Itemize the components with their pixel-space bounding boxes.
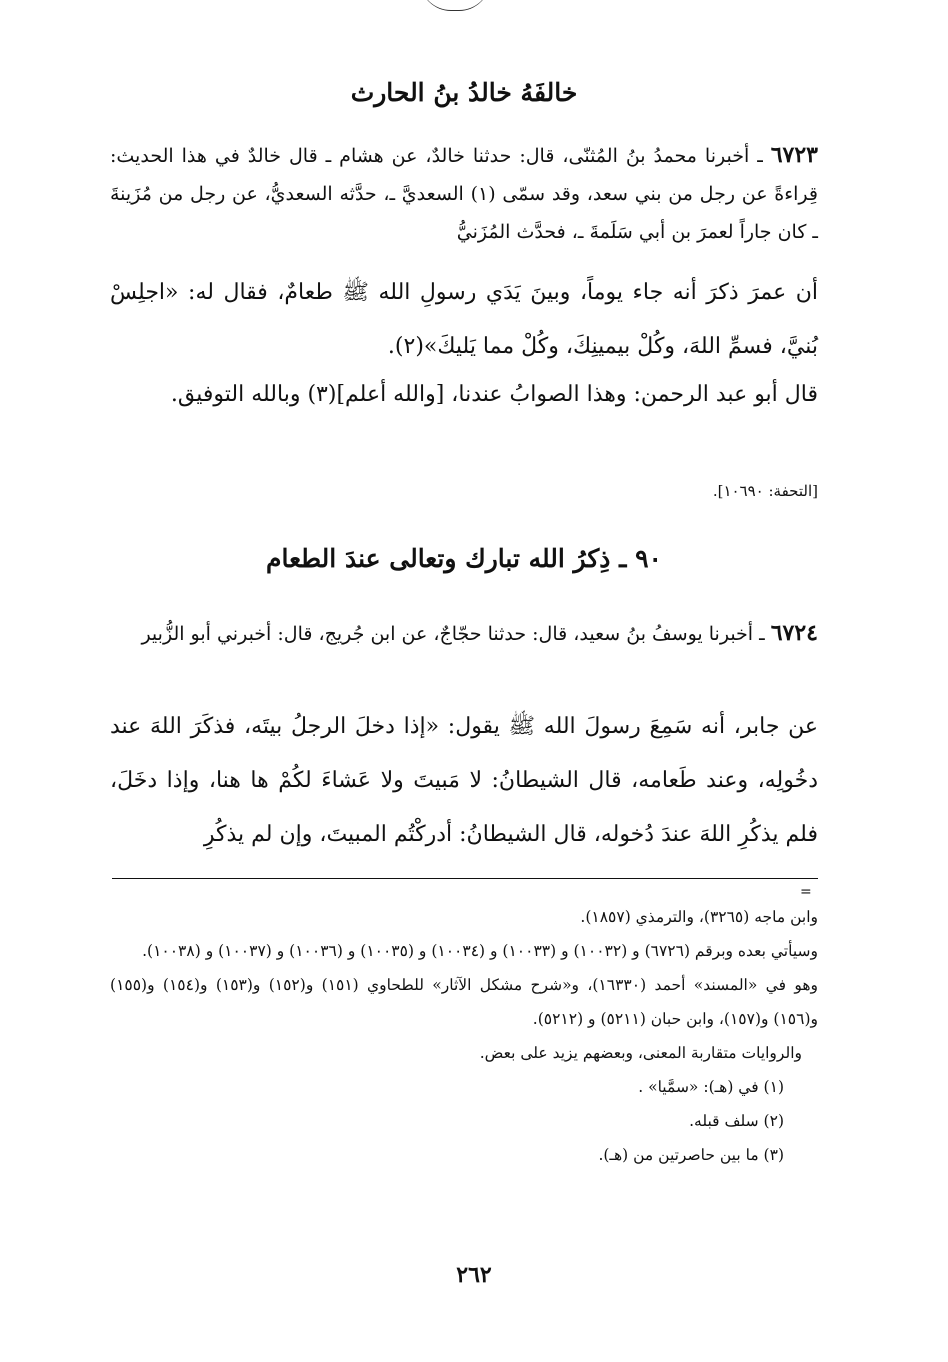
tuhfa-reference: [التحفة: ١٠٦٩٠]. [712, 482, 818, 500]
hadith-number: ٦٧٢٤ [770, 620, 818, 646]
author-comment: قال أبو عبد الرحمن: وهذا الصوابُ عندنا، [والله أعلم](٣) وبالله التوفيق. [170, 382, 818, 407]
footnote-line: وابن ماجه (٣٢٦٥)، والترمذي (١٨٥٧). [580, 908, 818, 926]
chapter-heading: ٩٠ ـ ذِكرُ الله تبارك وتعالى عندَ الطعام [266, 544, 662, 573]
section-title: خالفَهُ خالدُ بنُ الحارث [350, 78, 578, 107]
hadith-number: ٦٧٢٣ [770, 142, 818, 168]
footnote-line: والروايات متقاربة المعنى، وبعضهم يزيد على بعض. [479, 1044, 802, 1062]
continuation-mark: = [800, 884, 812, 900]
hadith-6724-matn: عن جابر، أنه سَمِعَ رسولَ الله ﷺ يقول: «إذا دخلَ الرجلُ بيتَه، فذكَرَ اللهَ عند دخُولِه، وعند طَعامه، قال الشيطانُ: لا مَبيتَ ولا عَشاءَ لكُمْ ها هنا، وإذا دخَلَ، فلم يذكُرِ اللهَ عندَ دُخوله، قال الشيطانُ: أدركْتُم المبيتَ، وإن لم يذكُرِ [110, 714, 818, 847]
footnote-2: (٢) سلف قبله. [689, 1112, 784, 1130]
footnote-separator [112, 878, 818, 879]
hadith-6724-isnad [110, 614, 818, 653]
page-number: ٢٦٢ [456, 1262, 492, 1288]
footnote-line: وهو في «المسند» أحمد (١٦٣٣٠)، و«شرح مشكل الآثار» للطحاوي (١٥١) و(١٥٢) و(١٥٣) و(١٥٤) و(١٥٥) و(١٥٦) و(١٥٧)، وابن حبان (٥٢١١) و (٥٢١٢). [110, 976, 818, 1028]
isnad-text: ـ أخبرنا محمدُ بنُ المُثنّى، قال: حدثنا خالدٌ، عن هشام ـ قال خالدٌ في هذا الحديث: قِراءةً عن رجل من بني سعد، وقد سمّى (١) السعديَّ ـ، حدَّثه السعديُّ، عن رجل من مُزَينةَ ـ كان جاراً لعمرَ بن أبي سَلَمةَ ـ، فحدَّث المُزَنيُّ [110, 145, 818, 243]
isnad-text: ـ أخبرنا يوسفُ بنُ سعيد، قال: حدثنا حجّاجٌ، عن ابن جُريج، قال: أخبرني أبو الزُّبير [141, 623, 771, 645]
footnote-3: (٣) ما بين حاصرتين من (هـ). [598, 1146, 784, 1164]
footnote-1: (١) في (هـ): «سمَّيا» . [638, 1078, 784, 1096]
top-decoration [420, 0, 490, 11]
footnote-line: وسيأتي بعده وبرقم (٦٧٢٦) و (١٠٠٣٢) و (١٠٠٣٣) و (١٠٠٣٤) و (١٠٠٣٥) و (١٠٠٣٦) و (١٠٠٣٧) و (١٠٠٣٨). [142, 942, 818, 960]
footnotes [110, 900, 818, 1172]
hadith-6723-isnad [110, 136, 818, 251]
hadith-6723-matn: أن عمرَ ذكرَ أنه جاء يوماً، وبينَ يَدَي رسولِ الله ﷺ طعامٌ، فقال له: «اجلِسْ بُنيَّ، فسمِّ اللهَ، وكُلْ بيمينِكَ، وكُلْ مما يَليكَ»(٢). [110, 280, 818, 359]
